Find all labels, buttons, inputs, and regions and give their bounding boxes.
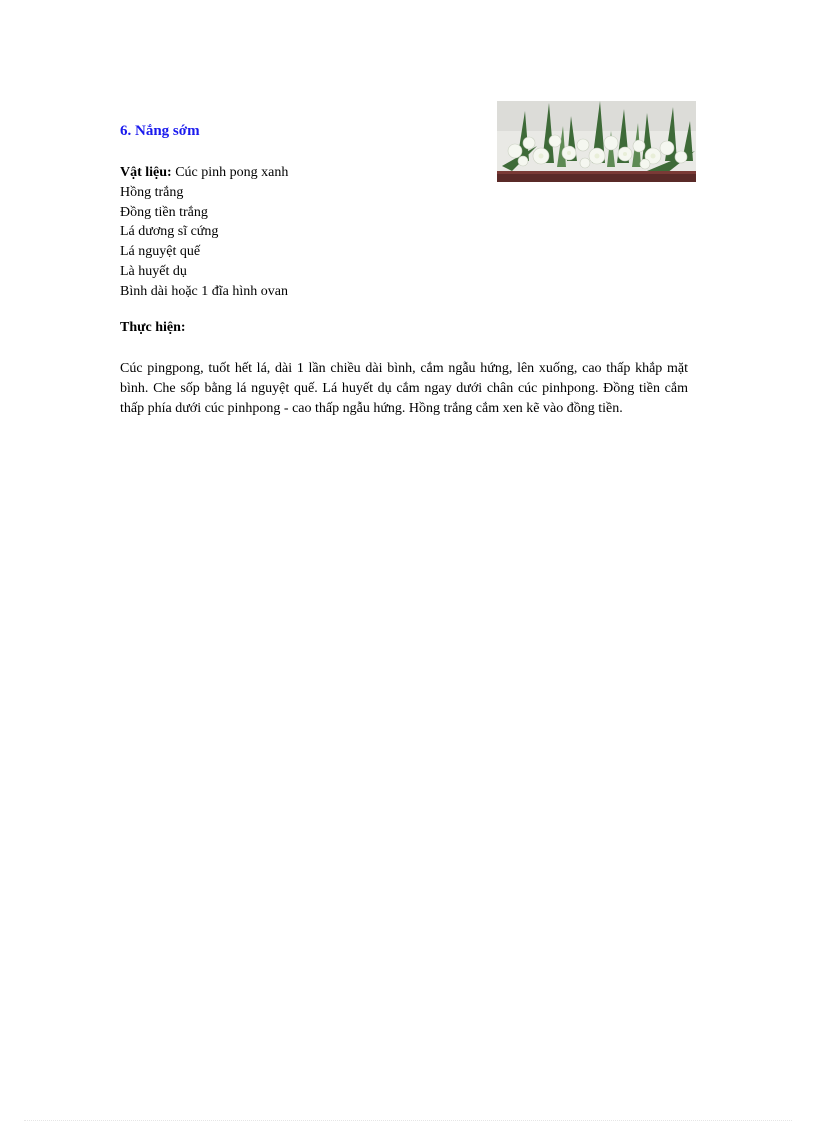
materials-list	[120, 163, 288, 302]
material-item: Cúc pinh pong xanh	[175, 165, 289, 180]
page-title: 6. Nắng sớm	[120, 123, 200, 139]
materials-label: Vật liệu:	[120, 165, 172, 180]
material-item: Đồng tiền trắng	[120, 204, 208, 220]
page-border	[24, 1120, 792, 1121]
method-text: Cúc pingpong, tuốt hết lá, dài 1 lần chiều dài bình, cắm ngẫu hứng, lên xuống, cao thấp khắp mặt bình. Che sốp bằng lá nguyệt quế. Lá huyết dụ cắm ngay dưới chân cúc pinhpong. Đồng tiền cắm thấp phía dưới cúc pinhpong - cao thấp ngẫu hứng. Hồng trắng cắm xen kẽ vào đồng tiền.	[120, 361, 688, 416]
material-item: Lá nguyệt quế	[120, 244, 201, 260]
materials-first-line	[120, 163, 288, 183]
material-item: Hồng trắng	[120, 184, 184, 200]
material-item: Là huyết dụ	[120, 263, 187, 279]
material-item: Bình dài hoặc 1 đĩa hình ovan	[120, 283, 288, 299]
flower-arrangement-photo	[497, 101, 696, 182]
method-title: Thực hiện:	[120, 320, 186, 335]
material-item: Lá dương sĩ cứng	[120, 224, 219, 240]
